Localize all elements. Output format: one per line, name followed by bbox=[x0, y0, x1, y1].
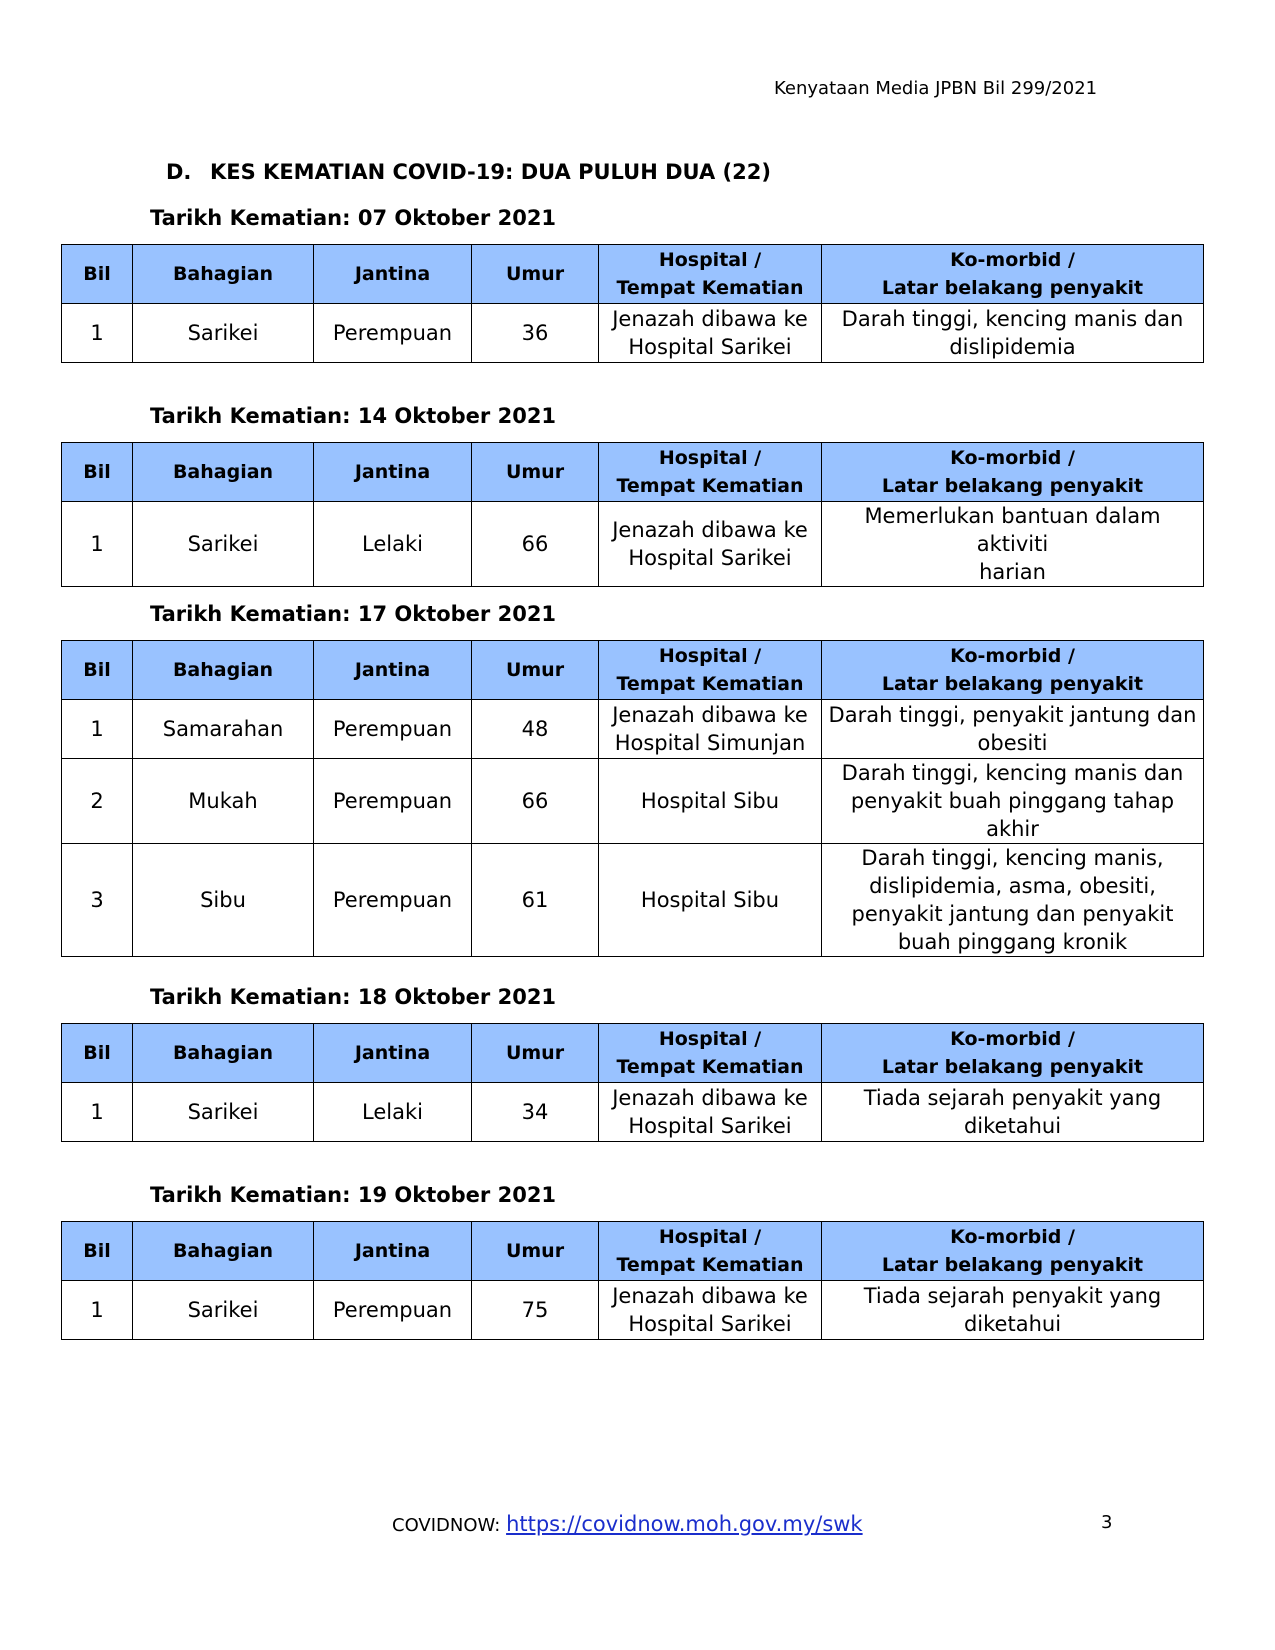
document-reference: Kenyataan Media JPBN Bil 299/2021 bbox=[774, 78, 1098, 99]
death-date-label: Tarikh Kematian: 18 Oktober 2021 bbox=[150, 985, 557, 1009]
covidnow-link[interactable]: https://covidnow.moh.gov.my/swk bbox=[506, 1512, 863, 1536]
cell-komorbid-line: diketahui bbox=[963, 1114, 1062, 1138]
cell-bahagian: Sarikei bbox=[133, 502, 314, 587]
cell-hospital-line: Jenazah dibawa ke bbox=[612, 1284, 808, 1308]
cell-komorbid bbox=[822, 759, 1204, 844]
col-umur-header-text: Umur bbox=[505, 659, 565, 681]
col-hospital-header-text: Hospital / bbox=[658, 447, 762, 469]
cell-hospital bbox=[599, 1281, 822, 1340]
col-bahagian-header-text: Bahagian bbox=[172, 461, 274, 483]
cell-komorbid bbox=[822, 844, 1204, 957]
cell-jantina: Perempuan bbox=[314, 700, 472, 759]
death-cases-table bbox=[61, 1221, 1204, 1340]
table-row bbox=[62, 700, 1204, 759]
cell-komorbid-line: penyakit jantung dan penyakit bbox=[851, 902, 1174, 926]
death-cases-table bbox=[61, 442, 1204, 587]
cell-komorbid-line: akhir bbox=[986, 817, 1039, 841]
cell-hospital bbox=[599, 844, 822, 957]
footer bbox=[392, 1512, 863, 1536]
col-umur-header-text: Umur bbox=[505, 461, 565, 483]
col-bahagian-header-text: Bahagian bbox=[172, 1042, 274, 1064]
col-hospital-header-text: Hospital / bbox=[658, 1226, 762, 1248]
col-komorbid-header-text: Latar belakang penyakit bbox=[881, 475, 1144, 497]
col-komorbid-header bbox=[822, 1222, 1204, 1281]
table-header-row bbox=[62, 245, 1204, 304]
cell-hospital bbox=[599, 304, 822, 363]
col-umur-header bbox=[472, 1222, 599, 1281]
cell-bahagian: Sarikei bbox=[133, 1083, 314, 1142]
cell-komorbid bbox=[822, 502, 1204, 587]
col-komorbid-header-text: Latar belakang penyakit bbox=[881, 1056, 1144, 1078]
cell-hospital-line: Hospital Simunjan bbox=[614, 731, 806, 755]
death-date-label: Tarikh Kematian: 19 Oktober 2021 bbox=[150, 1183, 557, 1207]
cell-hospital bbox=[599, 700, 822, 759]
cell-hospital-line: Hospital Sarikei bbox=[628, 1312, 792, 1336]
col-bahagian-header bbox=[133, 443, 314, 502]
col-hospital-header bbox=[599, 1222, 822, 1281]
col-hospital-header bbox=[599, 641, 822, 700]
table-row bbox=[62, 844, 1204, 957]
col-jantina-header-text: Jantina bbox=[354, 1240, 431, 1262]
col-bil-header bbox=[62, 1222, 133, 1281]
col-jantina-header bbox=[314, 443, 472, 502]
cell-bahagian: Samarahan bbox=[133, 700, 314, 759]
col-komorbid-header-text: Latar belakang penyakit bbox=[881, 1254, 1144, 1276]
table-row bbox=[62, 1083, 1204, 1142]
col-bahagian-header bbox=[133, 1222, 314, 1281]
cell-jantina: Lelaki bbox=[314, 1083, 472, 1142]
cell-umur: 61 bbox=[472, 844, 599, 957]
col-bahagian-header bbox=[133, 641, 314, 700]
col-komorbid-header-text: Ko-morbid / bbox=[950, 1226, 1075, 1248]
cell-jantina: Perempuan bbox=[314, 304, 472, 363]
col-bil-header-text: Bil bbox=[83, 659, 111, 681]
death-date-label: Tarikh Kematian: 14 Oktober 2021 bbox=[150, 404, 557, 428]
col-bil-header-text: Bil bbox=[83, 263, 111, 285]
cell-komorbid-line: penyakit buah pinggang tahap bbox=[850, 789, 1175, 813]
table-row bbox=[62, 304, 1204, 363]
cell-hospital-line: Hospital Sibu bbox=[640, 888, 780, 912]
col-umur-header bbox=[472, 443, 599, 502]
col-komorbid-header-text: Latar belakang penyakit bbox=[881, 277, 1144, 299]
col-hospital-header-text: Hospital / bbox=[658, 645, 762, 667]
col-hospital-header-text: Hospital / bbox=[658, 249, 762, 271]
cell-bil: 1 bbox=[62, 502, 133, 587]
death-date-label: Tarikh Kematian: 17 Oktober 2021 bbox=[150, 602, 557, 626]
col-komorbid-header-text: Latar belakang penyakit bbox=[881, 673, 1144, 695]
col-jantina-header bbox=[314, 1222, 472, 1281]
cell-hospital-line: Jenazah dibawa ke bbox=[612, 1086, 808, 1110]
col-bahagian-header bbox=[133, 1024, 314, 1083]
death-table-block bbox=[61, 403, 1203, 587]
col-komorbid-header bbox=[822, 245, 1204, 304]
death-table-block bbox=[61, 601, 1203, 957]
cell-umur: 36 bbox=[472, 304, 599, 363]
col-bil-header bbox=[62, 245, 133, 304]
cell-bil: 1 bbox=[62, 700, 133, 759]
cell-hospital bbox=[599, 759, 822, 844]
death-table-block bbox=[61, 1182, 1203, 1340]
cell-hospital-line: Jenazah dibawa ke bbox=[612, 307, 808, 331]
table-header-row bbox=[62, 1024, 1204, 1083]
cell-umur: 75 bbox=[472, 1281, 599, 1340]
death-cases-table bbox=[61, 640, 1204, 957]
col-umur-header bbox=[472, 641, 599, 700]
cell-jantina: Perempuan bbox=[314, 844, 472, 957]
cell-bil: 3 bbox=[62, 844, 133, 957]
col-komorbid-header-text: Ko-morbid / bbox=[950, 447, 1075, 469]
table-header-row bbox=[62, 443, 1204, 502]
col-hospital-header-text: Tempat Kematian bbox=[616, 1254, 804, 1276]
cell-komorbid-line: dislipidemia, asma, obesiti, bbox=[869, 874, 1156, 898]
cell-umur: 48 bbox=[472, 700, 599, 759]
col-hospital-header-text: Tempat Kematian bbox=[616, 1056, 804, 1078]
col-hospital-header bbox=[599, 443, 822, 502]
cell-komorbid-line: Darah tinggi, kencing manis dan bbox=[841, 761, 1184, 785]
cell-jantina: Perempuan bbox=[314, 759, 472, 844]
col-umur-header-text: Umur bbox=[505, 1042, 565, 1064]
cell-hospital-line: Hospital Sarikei bbox=[628, 1114, 792, 1138]
page-number: 3 bbox=[1101, 1512, 1113, 1533]
col-bil-header bbox=[62, 1024, 133, 1083]
cell-bahagian: Sarikei bbox=[133, 304, 314, 363]
cell-umur: 66 bbox=[472, 502, 599, 587]
section-heading: KES KEMATIAN COVID-19: DUA PULUH DUA (22) bbox=[210, 160, 771, 184]
cell-bil: 1 bbox=[62, 304, 133, 363]
col-jantina-header bbox=[314, 641, 472, 700]
cell-jantina: Perempuan bbox=[314, 1281, 472, 1340]
col-bil-header-text: Bil bbox=[83, 1240, 111, 1262]
col-umur-header-text: Umur bbox=[505, 1240, 565, 1262]
cell-hospital-line: Jenazah dibawa ke bbox=[612, 703, 808, 727]
col-jantina-header bbox=[314, 1024, 472, 1083]
death-table-block bbox=[61, 984, 1203, 1142]
col-hospital-header bbox=[599, 1024, 822, 1083]
cell-umur: 66 bbox=[472, 759, 599, 844]
col-bahagian-header-text: Bahagian bbox=[172, 263, 274, 285]
death-date-label: Tarikh Kematian: 07 Oktober 2021 bbox=[150, 206, 557, 230]
cell-komorbid-line: Tiada sejarah penyakit yang bbox=[863, 1284, 1162, 1308]
cell-hospital-line: Hospital Sarikei bbox=[628, 546, 792, 570]
section-letter: D. bbox=[166, 160, 192, 184]
cell-komorbid-line: Darah tinggi, penyakit jantung dan bbox=[828, 703, 1197, 727]
cell-komorbid bbox=[822, 1281, 1204, 1340]
table-header-row bbox=[62, 1222, 1204, 1281]
cell-komorbid-line: harian bbox=[979, 560, 1046, 584]
col-hospital-header-text: Tempat Kematian bbox=[616, 475, 804, 497]
cell-hospital-line: Hospital Sibu bbox=[640, 789, 780, 813]
col-jantina-header-text: Jantina bbox=[354, 1042, 431, 1064]
col-umur-header bbox=[472, 245, 599, 304]
footer-label: COVIDNOW: bbox=[392, 1515, 507, 1536]
cell-bahagian: Sibu bbox=[133, 844, 314, 957]
cell-bahagian: Mukah bbox=[133, 759, 314, 844]
cell-komorbid-line: dislipidemia bbox=[949, 335, 1076, 359]
col-hospital-header bbox=[599, 245, 822, 304]
col-komorbid-header-text: Ko-morbid / bbox=[950, 645, 1075, 667]
cell-komorbid-line: Darah tinggi, kencing manis dan bbox=[841, 307, 1184, 331]
cell-komorbid-line: Darah tinggi, kencing manis, bbox=[861, 846, 1164, 870]
cell-hospital-line: Hospital Sarikei bbox=[628, 335, 792, 359]
cell-komorbid-line: diketahui bbox=[963, 1312, 1062, 1336]
cell-hospital bbox=[599, 502, 822, 587]
col-jantina-header-text: Jantina bbox=[354, 263, 431, 285]
col-komorbid-header-text: Ko-morbid / bbox=[950, 1028, 1075, 1050]
section-title bbox=[166, 160, 771, 184]
death-cases-table bbox=[61, 1023, 1204, 1142]
cell-komorbid-line: Memerlukan bantuan dalam aktiviti bbox=[864, 504, 1161, 556]
col-komorbid-header-text: Ko-morbid / bbox=[950, 249, 1075, 271]
cell-jantina: Lelaki bbox=[314, 502, 472, 587]
death-table-block bbox=[61, 205, 1203, 363]
col-jantina-header bbox=[314, 245, 472, 304]
cell-bil: 2 bbox=[62, 759, 133, 844]
cell-bil: 1 bbox=[62, 1083, 133, 1142]
col-umur-header-text: Umur bbox=[505, 263, 565, 285]
cell-komorbid-line: obesiti bbox=[977, 731, 1048, 755]
cell-komorbid bbox=[822, 304, 1204, 363]
table-row bbox=[62, 1281, 1204, 1340]
col-komorbid-header bbox=[822, 1024, 1204, 1083]
table-row bbox=[62, 759, 1204, 844]
cell-hospital bbox=[599, 1083, 822, 1142]
table-header-row bbox=[62, 641, 1204, 700]
cell-komorbid-line: Tiada sejarah penyakit yang bbox=[863, 1086, 1162, 1110]
cell-komorbid bbox=[822, 1083, 1204, 1142]
death-cases-table bbox=[61, 244, 1204, 363]
cell-hospital-line: Jenazah dibawa ke bbox=[612, 518, 808, 542]
col-bahagian-header-text: Bahagian bbox=[172, 1240, 274, 1262]
cell-bahagian: Sarikei bbox=[133, 1281, 314, 1340]
col-komorbid-header bbox=[822, 641, 1204, 700]
col-bahagian-header-text: Bahagian bbox=[172, 659, 274, 681]
col-jantina-header-text: Jantina bbox=[354, 659, 431, 681]
col-bil-header bbox=[62, 443, 133, 502]
col-hospital-header-text: Tempat Kematian bbox=[616, 277, 804, 299]
col-bil-header-text: Bil bbox=[83, 461, 111, 483]
col-komorbid-header bbox=[822, 443, 1204, 502]
cell-bil: 1 bbox=[62, 1281, 133, 1340]
table-row bbox=[62, 502, 1204, 587]
col-jantina-header-text: Jantina bbox=[354, 461, 431, 483]
col-bahagian-header bbox=[133, 245, 314, 304]
col-umur-header bbox=[472, 1024, 599, 1083]
cell-komorbid bbox=[822, 700, 1204, 759]
col-hospital-header-text: Tempat Kematian bbox=[616, 673, 804, 695]
col-hospital-header-text: Hospital / bbox=[658, 1028, 762, 1050]
cell-komorbid-line: buah pinggang kronik bbox=[897, 930, 1128, 954]
cell-umur: 34 bbox=[472, 1083, 599, 1142]
col-bil-header bbox=[62, 641, 133, 700]
col-bil-header-text: Bil bbox=[83, 1042, 111, 1064]
